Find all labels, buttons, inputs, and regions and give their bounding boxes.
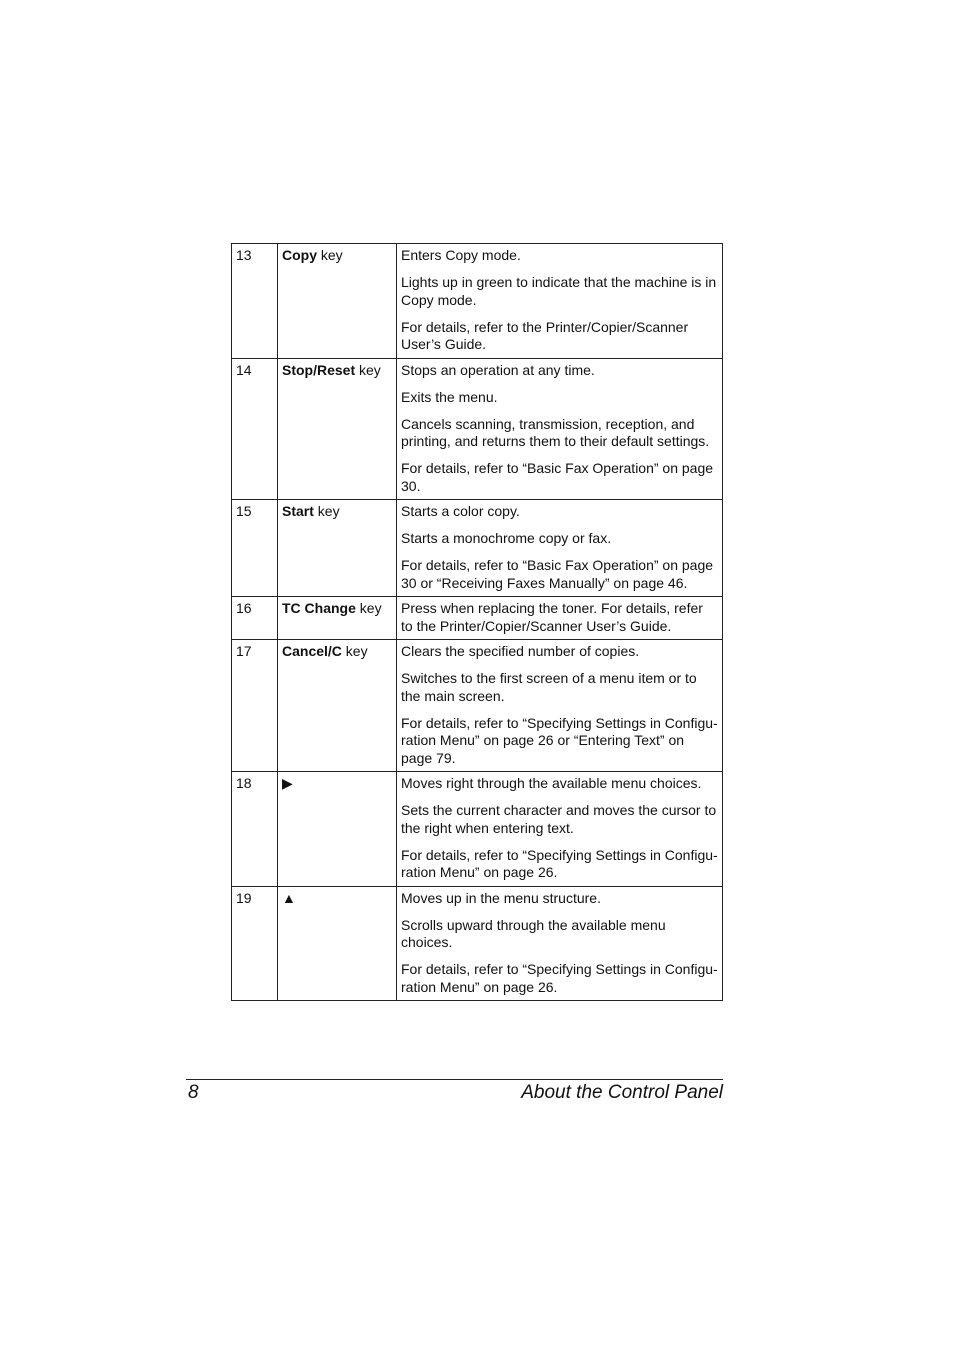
table-row — [232, 358, 723, 500]
key-description: Stops an operation at any time. Exits the menu. Cancels scanning, transmission, reception, and printing, and returns them to their default settings. For details, refer to “Basic Fax Operation” on page 30. — [397, 358, 723, 500]
table-row — [232, 640, 723, 772]
key-number: 15 — [232, 500, 278, 597]
key-name — [278, 886, 397, 1001]
footer-divider — [186, 1079, 723, 1080]
key-name: Start key — [278, 500, 397, 597]
table-row — [232, 886, 723, 1001]
key-description: Press when replacing the toner. For details, refer to the Printer/Copier/Scanner User’s Guide. — [397, 597, 723, 640]
key-description: Enters Copy mode. Lights up in green to indicate that the machine is in Copy mode. For details, refer to the Printer/Copier/Scanner User’s Guide. — [397, 244, 723, 359]
key-description: Starts a color copy. Starts a monochrome copy or fax. For details, refer to “Basic Fax Operation” on page 30 or “Receiving Faxes Manually” on page 46. — [397, 500, 723, 597]
key-number: 19 — [232, 886, 278, 1001]
key-number: 13 — [232, 244, 278, 359]
key-number: 16 — [232, 597, 278, 640]
table-row — [232, 500, 723, 597]
section-title: About the Control Panel — [521, 1082, 723, 1103]
key-number: 17 — [232, 640, 278, 772]
arrow-right-icon: ▶ — [282, 775, 293, 791]
key-name: Cancel/C key — [278, 640, 397, 772]
key-number: 18 — [232, 772, 278, 887]
key-description: Moves up in the menu structure. Scrolls upward through the available menu choices. For details, refer to “Specifying Settings in Configu-ration Menu” on page 26. — [397, 886, 723, 1001]
key-description: Moves right through the available menu choices. Sets the current character and moves the cursor to the right when entering text. For details, refer to “Specifying Settings in Configu-ration Menu” on page 26. — [397, 772, 723, 887]
table-row — [232, 772, 723, 887]
key-description: Clears the specified number of copies. Switches to the first screen of a menu item or to the main screen. For details, refer to “Specifying Settings in Configu-ration Menu” on page 26 or “Entering Text” on page 79. — [397, 640, 723, 772]
table-row — [232, 244, 723, 359]
key-name: TC Change key — [278, 597, 397, 640]
arrow-up-icon: ▲ — [282, 889, 296, 906]
control-panel-keys-table — [231, 243, 723, 1001]
page-number: 8 — [188, 1082, 199, 1103]
table-row — [232, 597, 723, 640]
key-name: Copy key — [278, 244, 397, 359]
key-name — [278, 772, 397, 887]
key-number: 14 — [232, 358, 278, 500]
key-name: Stop/Reset key — [278, 358, 397, 500]
